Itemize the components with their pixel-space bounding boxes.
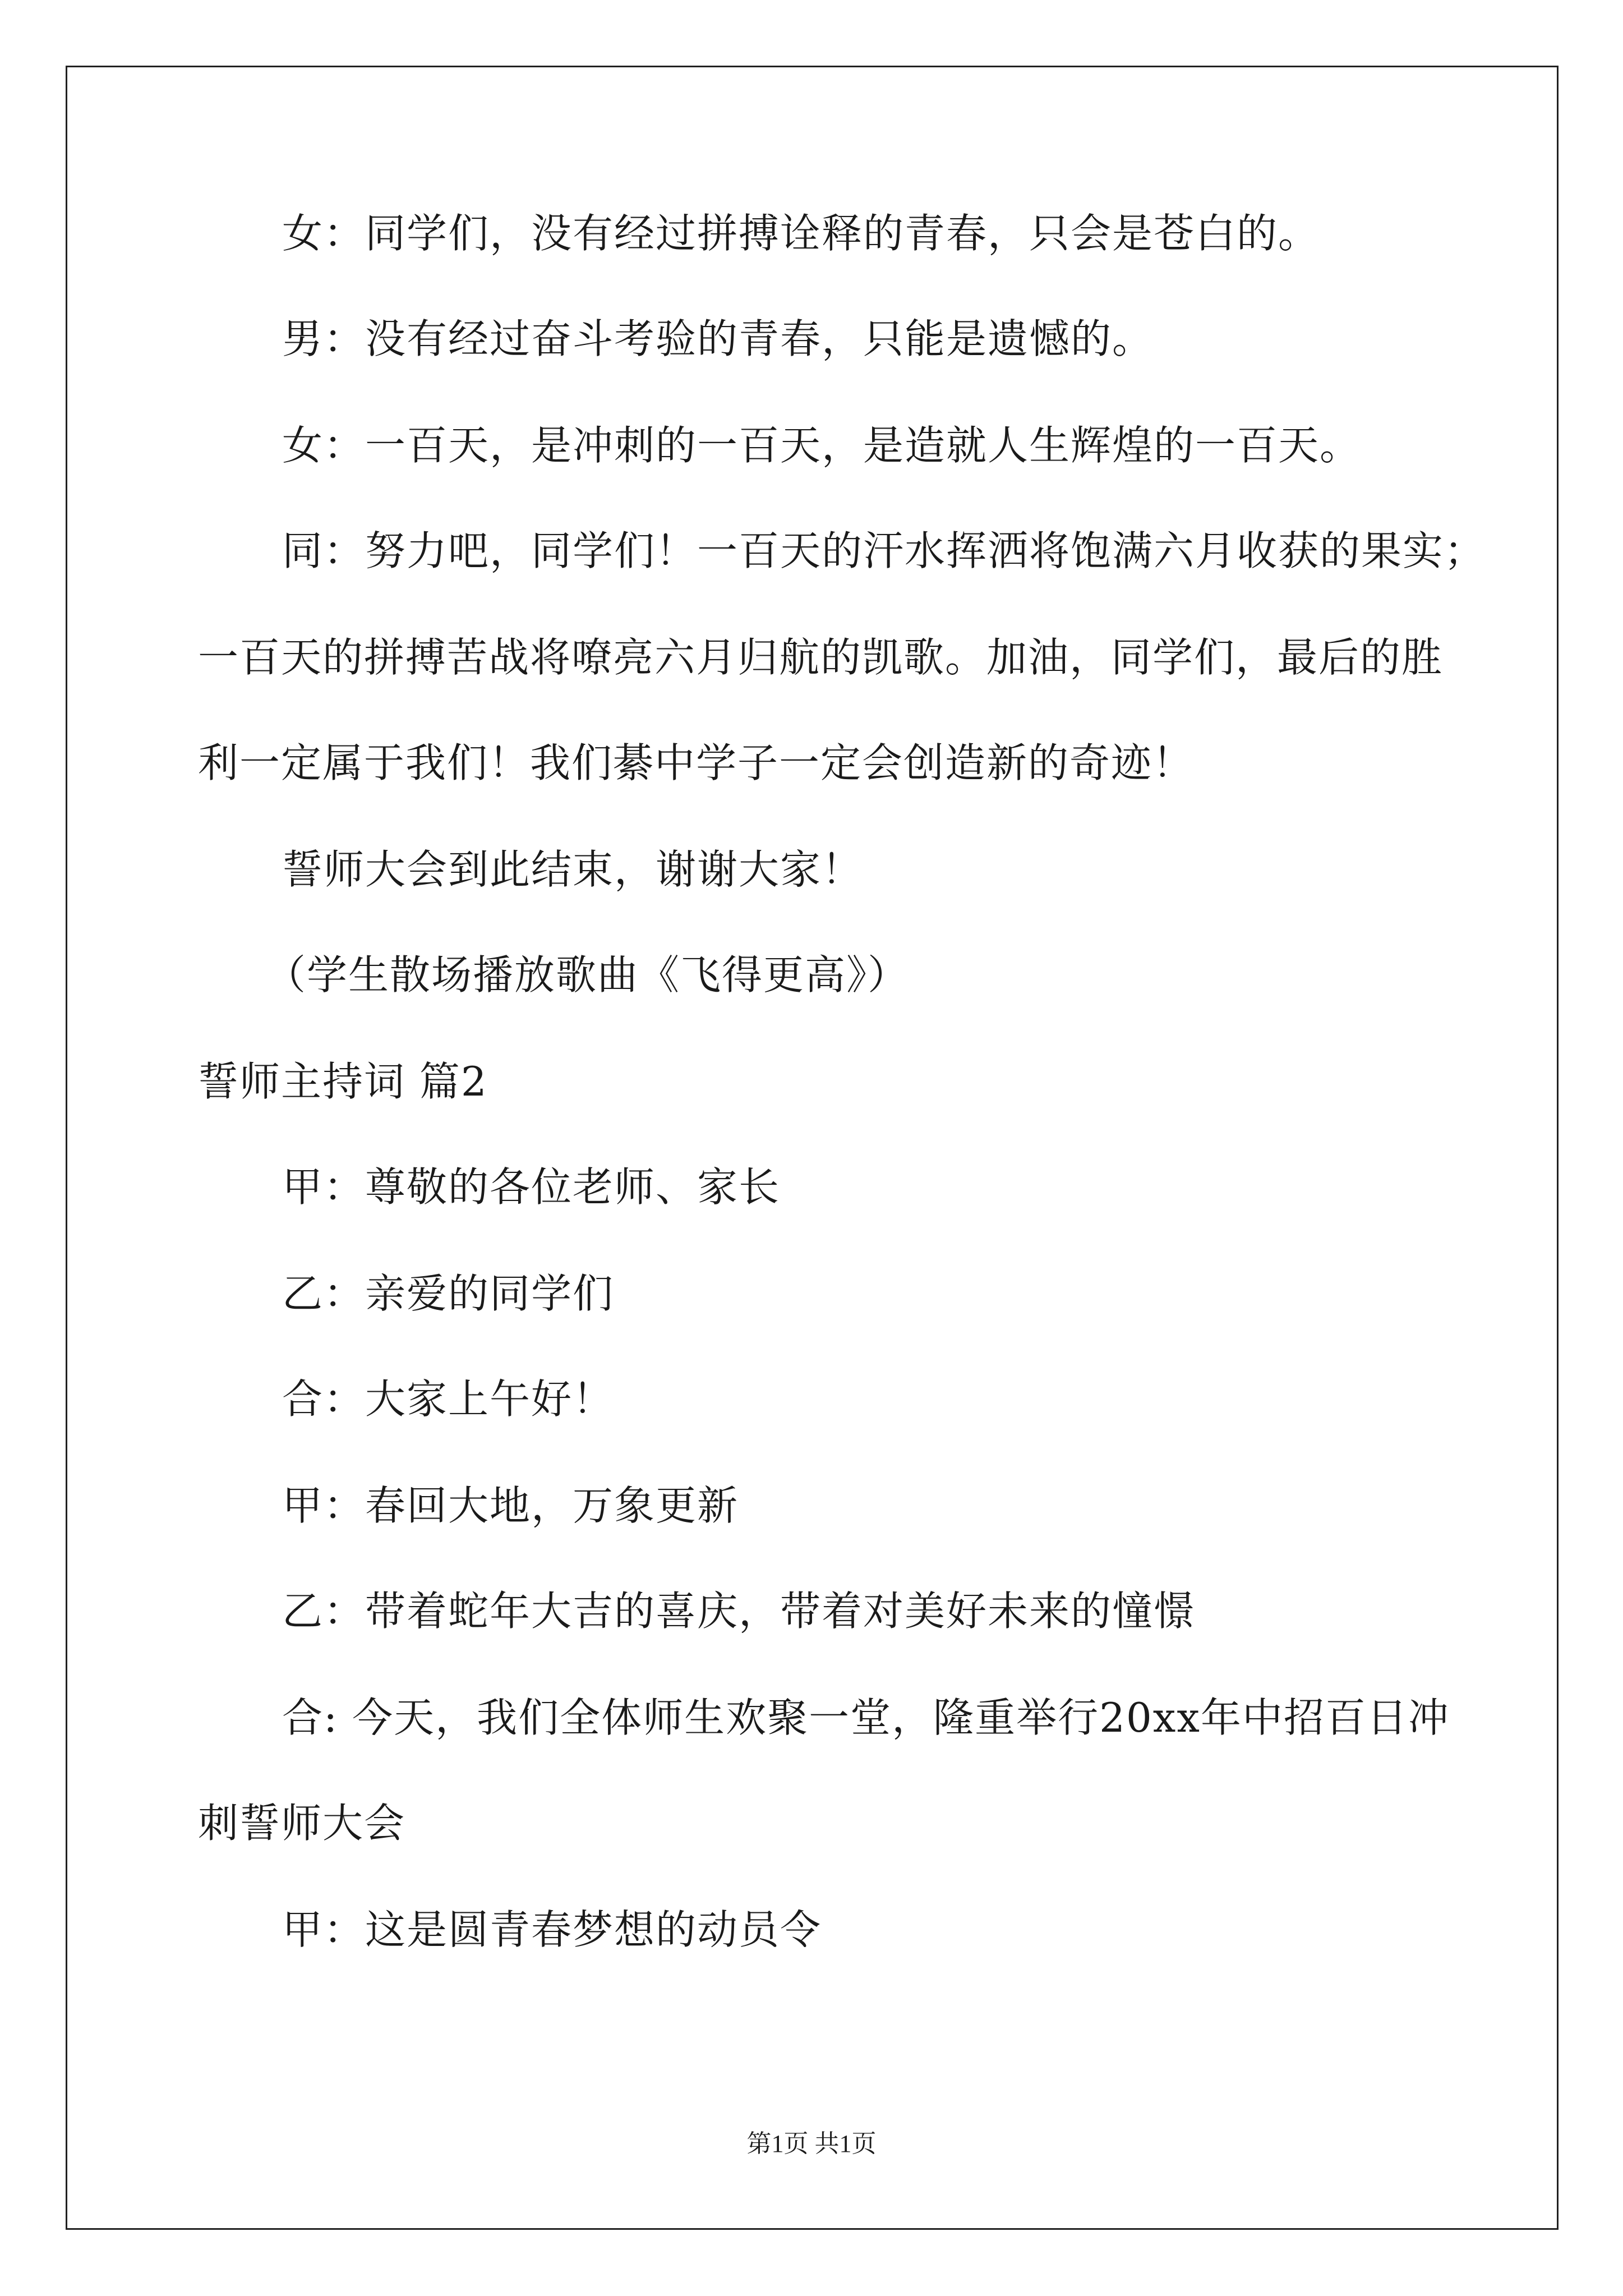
paragraph-he-2: 合: 今天，我们全体师生欢聚一堂，隆重举行20xx年中招百日冲 [282,1694,1450,1741]
paragraph-jia-1: 甲：尊敬的各位老师、家长 [282,1163,781,1211]
paragraph-yi-2: 乙：带着蛇年大吉的喜庆，带着对美好未来的憧憬 [282,1588,1196,1635]
paragraph-male-1: 男：没有经过奋斗考验的青春，只能是遗憾的。 [282,315,1154,362]
paragraph-yi-1: 乙：亲爱的同学们 [282,1270,615,1317]
paragraph-female-2: 女：一百天，是冲刺的一百天，是造就人生辉煌的一百天。 [282,422,1362,469]
paragraph-together-1-cont-b: 利一定属于我们！我们綦中学子一定会创造新的奇迹！ [198,739,1195,786]
paragraph-closing: 誓师大会到此结束，谢谢大家！ [282,846,864,893]
paragraph-together-1: 同：努力吧，同学们！一百天的汗水挥洒将饱满六月收获的果实； [282,527,1486,574]
paragraph-he-2-cont: 刺誓师大会 [198,1800,406,1847]
section-heading: 誓师主持词 篇2 [198,1058,488,1105]
paragraph-he-1: 合：大家上午好！ [282,1375,615,1423]
paragraph-together-1-cont-a: 一百天的拼搏苦战将嘹亮六月归航的凯歌。加油，同学们，最后的胜 [198,634,1444,681]
paragraph-jia-3: 甲：这是圆青春梦想的动员令 [282,1906,822,1953]
page-border [66,66,1559,2230]
page-footer: 第1页 共1页 [746,2130,877,2157]
paragraph-stage-direction: （学生散场播放歌曲《飞得更高》） [265,951,910,999]
paragraph-jia-2: 甲：春回大地，万象更新 [282,1482,739,1529]
paragraph-female-1: 女：同学们，没有经过拼搏诠释的青春，只会是苍白的。 [282,210,1320,257]
